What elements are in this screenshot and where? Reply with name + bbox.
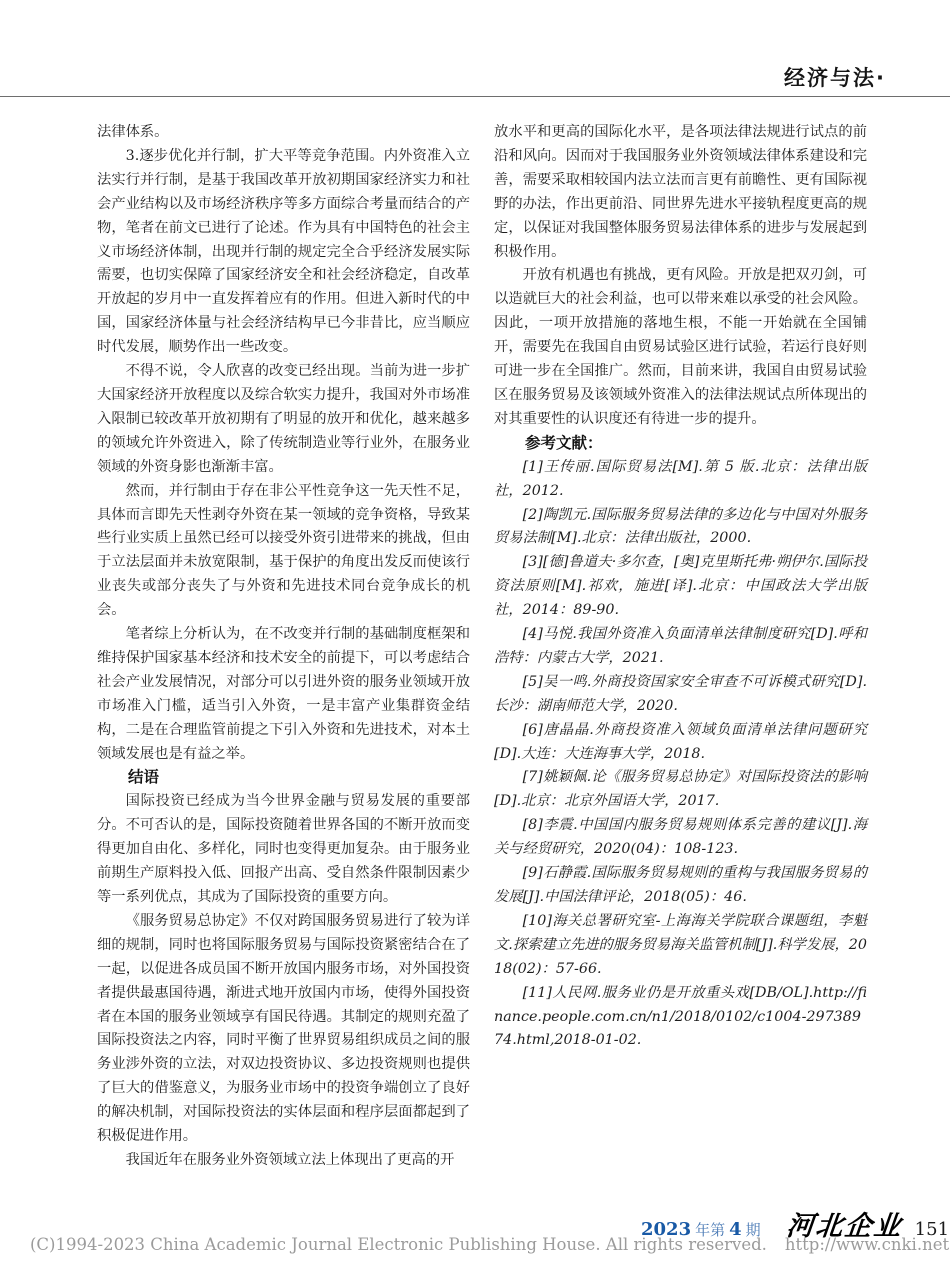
left-column — [97, 121, 470, 1173]
paragraph: 不得不说，令人欣喜的改变已经出现。当前为进一步扩大国家经济开放程度以及综合软实力提升，我国对外市场准入限制已较改革开放初期有了明显的放开和优化，越来越多的领域允许外资进入，除了传统制造业等行业外，在服务业领域的外资身影也渐渐丰富。 — [97, 363, 470, 475]
page-number: 151 — [914, 1219, 950, 1240]
reference-item: [4]马悦.我国外资准入负面清单法律制度研究[D].呼和浩特：内蒙古大学，2021. — [494, 626, 867, 666]
footer-issue-number: 4 — [729, 1219, 742, 1240]
paragraph: 国际投资已经成为当今世界金融与贸易发展的重要部分。不可否认的是，国际投资随着世界各国的不断开放而变得更加自由化、多样化，同时也变得更加复杂。由于服务业前期生产原料投入低、回报产出高、受自然条件限制因素少等一系列优点，其成为了国际投资的重要方向。 — [97, 793, 470, 905]
article-body — [97, 121, 867, 1173]
paragraph: 3.逐步优化并行制，扩大平等竞争范围。内外资准入立法实行并行制，是基于我国改革开放初期国家经济实力和社会产业结构以及市场经济秩序等多方面综合考量而结合的产物，笔者在前文已进行了论述。作为具有中国特色的社会主义市场经济体制，出现并行制的规定完全合乎经济发展实际需要，也切实保障了国家经济安全和社会经济稳定，自改革开放起的岁月中一直发挥着应有的作用。但进入新时代的中国，国家经济体量与社会经济结构早已今非昔比，应当顺应时代发展，顺势作出一些改变。 — [97, 147, 470, 356]
section-heading: 参考文献： — [525, 433, 603, 452]
paragraph: 开放有机遇也有挑战，更有风险。开放是把双刃剑，可以造就巨大的社会利益，也可以带来难以承受的社会风险。因此，一项开放措施的落地生根，不能一开始就在全国铺开，需要先在我国自由贸易试验区进行试验，若运行良好则可进一步在全国推广。然而，目前来讲，我国自由贸易试验区在服务贸易及该领域外资准入的法律法规试点所体现出的对其重要性的认识度还有待进一步的提升。 — [494, 267, 867, 427]
paragraph: 笔者综上分析认为，在不改变并行制的基础制度框架和维持保护国家基本经济和技术安全的前提下，可以考虑结合社会产业发展情况，对部分可以引进外资的服务业领域开放市场准入门槛，适当引入外资，一是丰富产业集群资金结构，二是在合理监管前提之下引入外资和先进技术，对本土领域发展也是有益之举。 — [97, 626, 470, 762]
journal-name: 河北企业 — [784, 1211, 904, 1242]
copyright-line — [30, 1235, 950, 1254]
reference-item: [8]李震.中国国内服务贸易规则体系完善的建议[J].海关与经贸研究，2020(04)：108-123. — [494, 817, 867, 858]
reference-item: [11]人民网.服务业仍是开放重头戏[DB/OL].http://finance.people.com.cn/n1/2018/0102/c1004-29738974.html,2018-01-02. — [494, 984, 867, 1049]
reference-item: [1]王传丽.国际贸易法[M].第 5 版.北京：法律出版社，2012. — [494, 458, 867, 499]
footer-issue-prefix: 年第 — [695, 1221, 726, 1239]
reference-item: [7]姚颖佩.论《服务贸易总协定》对国际投资法的影响[D].北京：北京外国语大学，2017. — [494, 769, 867, 810]
copyright-text: (C)1994-2023 China Academic Journal Electronic Publishing House. All rights reserved. — [30, 1235, 767, 1254]
section-heading: 结语 — [128, 768, 160, 787]
cnki-url: http://www.cnki.net — [784, 1235, 950, 1254]
reference-item: [3][德]鲁道夫·多尔查，[奥]克里斯托弗·朔伊尔.国际投资法原则[M].祁欢，施进[译].北京：中国政法大学出版社，2014：89-90. — [494, 554, 867, 619]
footer-issue-suffix: 期 — [745, 1221, 761, 1239]
reference-item: [6]唐晶晶.外商投资准入领域负面清单法律问题研究[D].大连：大连海事大学，2018. — [494, 721, 867, 762]
footer-year: 2023 — [641, 1219, 692, 1240]
reference-item: [9]石静霞.国际服务贸易规则的重构与我国服务贸易的发展[J].中国法律评论，2018(05)：46. — [494, 865, 867, 905]
section-label: 经济与法· — [784, 66, 886, 90]
right-column — [494, 121, 867, 1173]
paragraph: 法律体系。 — [97, 124, 169, 140]
reference-item: [5]吴一鸣.外商投资国家安全审查不可诉模式研究[D].长沙：湖南师范大学，2020. — [494, 673, 867, 714]
paragraph: 然而，并行制由于存在非公平性竞争这一先天性不足，具体而言即先天性剥夺外资在某一领域的竞争资格，导致某些行业实质上虽然已经可以接受外资引进带来的挑战，但由于立法层面并未放宽限制，基于保护的角度出发反而使该行业丧失或部分丧失了与外资和先进技术同台竞争成长的机会。 — [97, 482, 470, 619]
paragraph: 《服务贸易总协定》不仅对跨国服务贸易进行了较为详细的规制，同时也将国际服务贸易与国际投资紧密结合在了一起，以促进各成员国不断开放国内服务市场，对外国投资者提供最惠国待遇，渐进式地开放国内市场，使得外国投资者在本国的服务业领域享有国民待遇。其制定的规则充盈了国际投资法之内容，同时平衡了世界贸易组织成员之间的服务业涉外资的立法，对双边投资协议、多边投资规则也提供了巨大的借鉴意义，为服务业市场中的投资争端创立了良好的解决机制，对国际投资法的实体层面和程序层面都起到了积极促进作用。 — [97, 912, 470, 1145]
reference-item: [2]陶凯元.国际服务贸易法律的多边化与中国对外服务贸易法制[M].北京：法律出版社，2000. — [494, 506, 867, 547]
header-divider — [0, 96, 950, 97]
paragraph: 放水平和更高的国际化水平，是各项法律法规进行试点的前沿和风向。因而对于我国服务业外资领域法律体系建设和完善，需要采取相较国内法立法而言更有前瞻性、更有国际视野的办法，作出更前沿、同世界先进水平接轨程度更高的规定，以保证对我国整体服务贸易法律体系的进步与发展起到积极作用。 — [494, 124, 867, 260]
reference-item: [10]海关总署研究室-上海海关学院联合课题组，李魁文.探索建立先进的服务贸易海关监管机制[J].科学发展，2018(02)：57-66. — [494, 912, 867, 977]
paragraph: 我国近年在服务业外资领域立法上体现出了更高的开 — [125, 1151, 455, 1168]
